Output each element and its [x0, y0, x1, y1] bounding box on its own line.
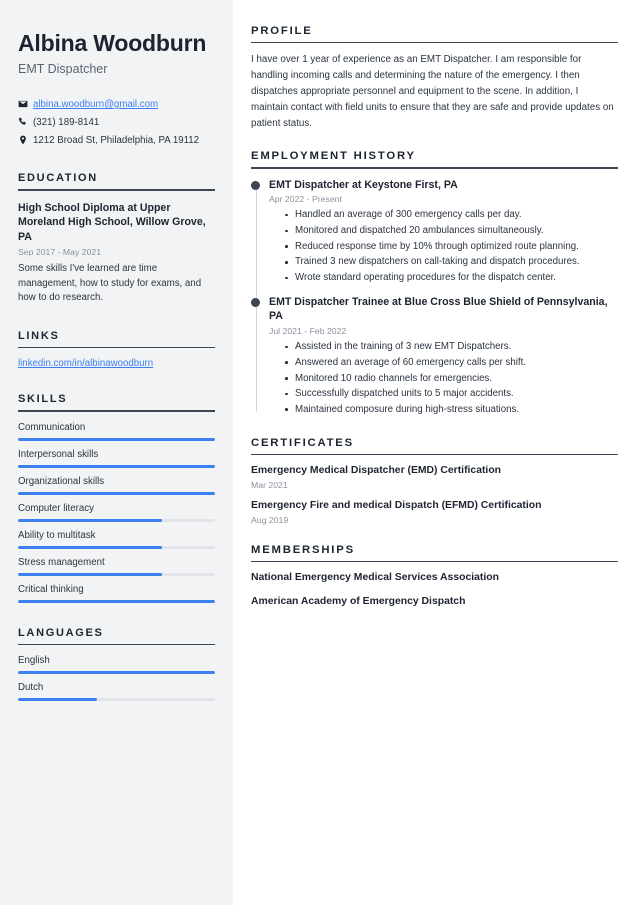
phone-icon — [18, 116, 33, 127]
certificates-divider — [251, 454, 618, 455]
job-bullet: Assisted in the training of 3 new EMT Dispatchers. — [285, 339, 618, 355]
contact-phone — [18, 116, 215, 130]
links-heading: LINKS — [18, 329, 60, 342]
profile-text: I have over 1 year of experience as an EMT Dispatcher. I am responsible for handling incoming calls and determining the nature of the emergency. I then dispatches appropriate personnel and equipment to the scene. In addition, I maintain contact with field units to ensure that they are safe and provide updates on patient status. — [251, 54, 614, 129]
skills-divider — [18, 410, 215, 412]
certificate-item — [251, 464, 618, 490]
skill-bar-fill — [18, 600, 215, 603]
skill-bar-fill — [18, 465, 215, 468]
job-bullet: Trained 3 new dispatchers on call-taking and dispatch procedures. — [285, 254, 618, 270]
email-link[interactable]: albina.woodburn@gmail.com — [33, 98, 159, 110]
profile-heading: PROFILE — [251, 25, 313, 37]
section-employment-history — [251, 150, 618, 417]
job-bullet-list — [269, 207, 618, 286]
skill-bar-track — [18, 465, 215, 468]
job-bullet: Successfully dispatched units to 5 major accidents. — [285, 386, 618, 402]
skill-bar-fill — [18, 438, 215, 441]
job-role: EMT Dispatcher Trainee at Blue Cross Blue Shield of Pennsylvania, PA — [269, 295, 608, 323]
certificate-date: Aug 2019 — [251, 514, 289, 525]
language-label: Dutch — [18, 682, 44, 694]
skill-bar-fill — [18, 519, 162, 522]
skill-label: Ability to multitask — [18, 529, 96, 541]
job-entry — [251, 295, 618, 418]
languages-divider — [18, 644, 215, 646]
certificate-date: Mar 2021 — [251, 479, 288, 490]
section-profile — [251, 25, 618, 131]
memberships-divider — [251, 561, 618, 562]
certificate-title: Emergency Fire and medical Dispatch (EFMD) Certification — [251, 499, 542, 511]
job-bullet: Answered an average of 60 emergency calls per shift. — [285, 355, 618, 371]
skill-bar-track — [18, 546, 215, 549]
candidate-job-title: EMT Dispatcher — [18, 61, 108, 76]
section-certificates — [251, 437, 618, 525]
job-bullet: Monitored and dispatched 20 ambulances simultaneously. — [285, 223, 618, 239]
location-pin-icon — [18, 134, 33, 145]
profile-divider — [251, 42, 618, 43]
link-item[interactable]: linkedin.com/in/albinawoodburn — [18, 358, 154, 370]
skill-item — [18, 530, 215, 549]
skill-item — [18, 422, 215, 441]
membership-item: National Emergency Medical Services Association — [251, 572, 499, 584]
skill-bar-fill — [18, 546, 162, 549]
contact-list — [18, 98, 215, 148]
membership-item: American Academy of Emergency Dispatch — [251, 596, 466, 608]
contact-address — [18, 134, 215, 148]
main-column — [233, 0, 640, 905]
sidebar — [0, 0, 233, 905]
job-entry — [251, 178, 618, 286]
job-date: Jul 2021 - Feb 2022 — [269, 326, 347, 337]
skill-label: Critical thinking — [18, 583, 84, 595]
skill-label: Communication — [18, 421, 86, 433]
job-bullet: Maintained composure during high-stress situations. — [285, 402, 618, 418]
skill-bar-fill — [18, 573, 162, 576]
employment-timeline — [251, 178, 618, 418]
language-bar-fill — [18, 671, 215, 674]
job-bullet: Monitored 10 radio channels for emergencies. — [285, 371, 618, 387]
skill-label: Stress management — [18, 556, 105, 568]
skill-item — [18, 557, 215, 576]
skill-bar-track — [18, 573, 215, 576]
phone-value: (321) 189-8141 — [33, 116, 100, 128]
section-links — [18, 330, 215, 370]
section-education — [18, 172, 215, 306]
employment-divider — [251, 167, 618, 168]
skill-label: Interpersonal skills — [18, 448, 99, 460]
section-languages — [18, 627, 215, 702]
job-bullet: Reduced response time by 10% through optimized route planning. — [285, 239, 618, 255]
skills-heading: SKILLS — [18, 393, 68, 406]
section-memberships — [251, 544, 618, 609]
skill-item — [18, 584, 215, 603]
links-divider — [18, 347, 215, 349]
skill-item — [18, 449, 215, 468]
skill-bar-track — [18, 519, 215, 522]
skill-item — [18, 503, 215, 522]
language-bar-fill — [18, 698, 97, 701]
language-label: English — [18, 655, 50, 667]
certificate-item — [251, 499, 618, 525]
address-value: 1212 Broad St, Philadelphia, PA 19112 — [33, 135, 200, 147]
skill-bar-track — [18, 492, 215, 495]
language-bar-track — [18, 671, 215, 674]
education-description: Some skills I've learned are time management, how to study for exams, and how to do research. — [18, 263, 202, 304]
certificate-title: Emergency Medical Dispatcher (EMD) Certification — [251, 464, 502, 476]
language-item — [18, 682, 215, 701]
envelope-icon — [18, 98, 33, 109]
contact-email — [18, 98, 215, 112]
job-role: EMT Dispatcher at Keystone First, PA — [269, 178, 458, 191]
job-bullet-list — [269, 339, 618, 418]
job-date: Apr 2022 - Present — [269, 194, 342, 205]
job-bullet: Wrote standard operating procedures for the dispatch center. — [285, 270, 618, 286]
education-divider — [18, 189, 215, 191]
education-date: Sep 2017 - May 2021 — [18, 247, 102, 258]
education-heading: EDUCATION — [18, 172, 98, 185]
skill-bar-fill — [18, 492, 215, 495]
job-bullet: Handled an average of 300 emergency calls per day. — [285, 207, 618, 223]
skill-bar-track — [18, 438, 215, 441]
skill-item — [18, 476, 215, 495]
candidate-name: Albina Woodburn — [18, 30, 207, 56]
skill-label: Computer literacy — [18, 502, 94, 514]
languages-heading: LANGUAGES — [18, 626, 104, 639]
skill-bar-track — [18, 600, 215, 603]
certificates-heading: CERTIFICATES — [251, 436, 354, 449]
timeline-dot-icon — [251, 298, 260, 307]
language-bar-track — [18, 698, 215, 701]
timeline-dot-icon — [251, 181, 260, 190]
education-title: High School Diploma at Upper Moreland High School, Willow Grove, PA — [18, 201, 206, 244]
employment-heading: EMPLOYMENT HISTORY — [251, 150, 416, 163]
language-item — [18, 655, 215, 674]
skill-label: Organizational skills — [18, 475, 105, 487]
memberships-heading: MEMBERSHIPS — [251, 543, 355, 556]
section-skills — [18, 393, 215, 603]
